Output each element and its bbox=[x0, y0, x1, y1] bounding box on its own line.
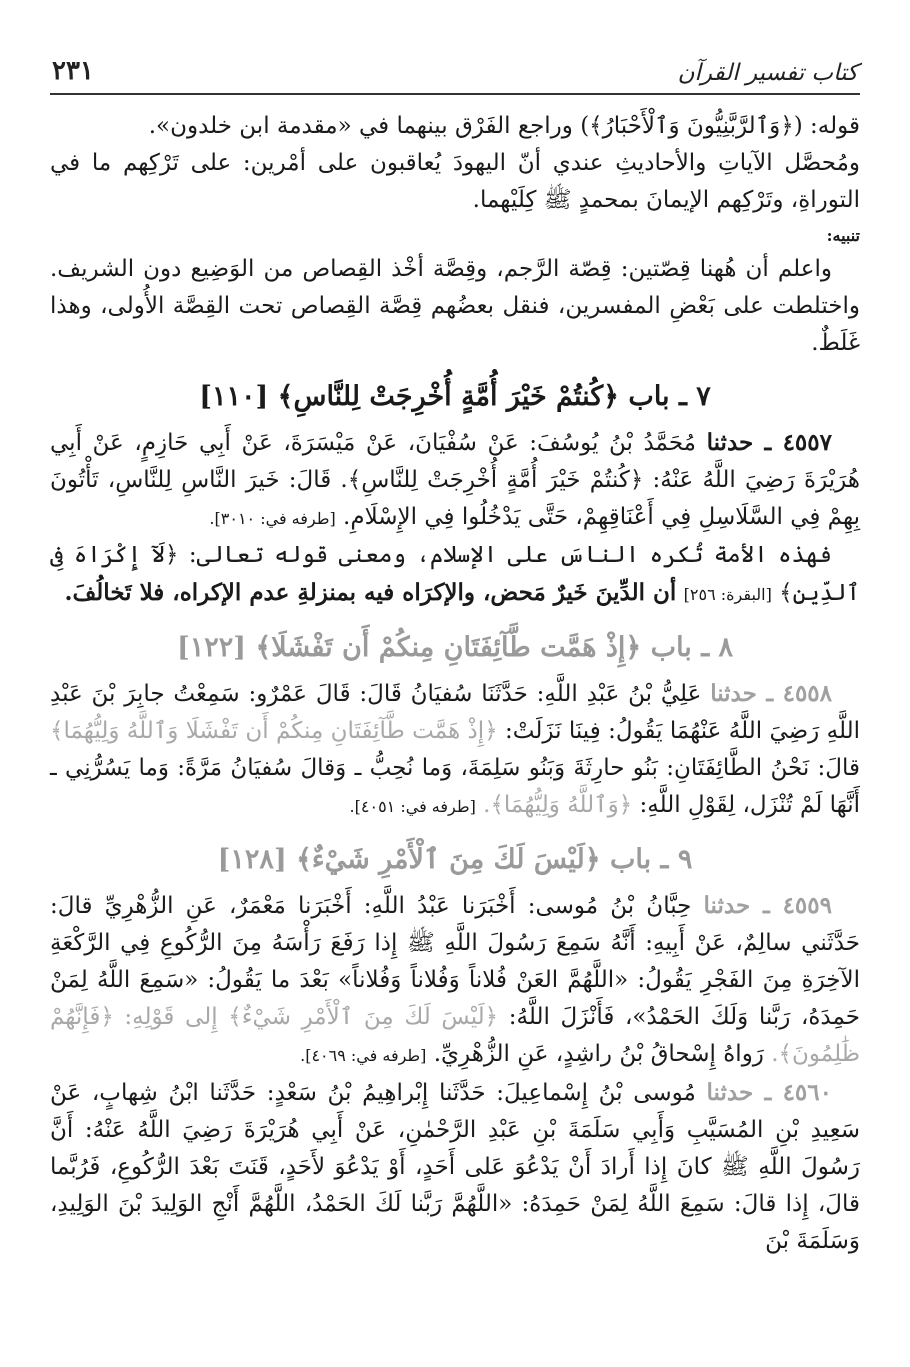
chapter-9-title: ٩ ـ باب ﴿لَيْسَ لَكَ مِنَ ٱلْأَمْرِ شَيْءٌ﴾ [١٢٨] bbox=[217, 844, 693, 875]
note-text: واعلم أن هُهنا قِصّتين: قِصّة الرَّجم، وقِصَّة أخْذ القِصاص من الوَضِيع دون الشريف. واختلطت على بَعْضِ المفسرين، فنقل بعضُهم قِصَّة القِصاص تحت القِصَّة الأُولى، وهذا غَلَطٌ. bbox=[50, 256, 860, 356]
hadith-4557 bbox=[50, 424, 860, 537]
hadith-4559 bbox=[50, 887, 860, 1074]
header-rule bbox=[50, 93, 860, 95]
hadith-4558 bbox=[50, 675, 860, 825]
hadith-text: حِبَّانُ بْنُ مُوسى: أَخْبَرَنا عَبْدُ اللَّهِ: أَخْبَرَنا مَعْمَرٌ، عَنِ الزُّهْرِيِّ قالَ: حَدَّثَني سالِمٌ، عَنْ أَبِيهِ: أَنَّهُ سَمِعَ رَسُولَ اللَّهِ ﷺ إِذا رَفَعَ رَأْسَهُ مِنَ الرُّكُوعِ فِي الرَّكْعَةِ الآخِرَةِ مِنَ الفَجْرِ يَقُولُ: «اللَّهُمَّ العَنْ فُلاناً وَفُلاناً وَفُلاناً» بَعْدَ ما يَقُولُ: «سَمِعَ اللَّهُ لِمَنْ حَمِدَهُ، رَبَّنا وَلَكَ الحَمْدُ»، فَأَنْزَلَ اللَّهُ: bbox=[50, 893, 861, 1030]
hadith-number: ٤٥٥٨ ـ حدثنا bbox=[710, 680, 833, 707]
intro-line-1: قوله: (﴿وَٱلرَّبَّنِيُّونَ وَٱلْأَحْبَارُ﴾) وراجع الفَرْق بينهما في «مقدمة ابن خلدون». bbox=[148, 113, 860, 139]
page-number: ٢٣١ bbox=[52, 56, 94, 86]
quran-quote: ﴿إِذْ هَمَّت طَّآئِفَتَانِ مِنكُمْ أَن تَفْشَلَا وَٱللَّهُ وَلِيُّهُمَا﴾ bbox=[50, 718, 498, 744]
hadith-text: عَلِيُّ بْنُ عَبْدِ اللَّهِ: حَدَّثَنَا سُفيَانُ قَالَ: قَالَ عَمْرٌو: سَمِعْتُ جابِرَ بْنَ عَبْدِ اللَّهِ رَضِيَ اللَّهُ عَنْهُمَا يَقُولُ: فِينَا نَزَلَتْ: bbox=[50, 681, 860, 744]
quran-quote-2: ﴿وَٱللَّهُ وَلِيُّهُمَا﴾. bbox=[483, 792, 633, 818]
tarf-reference: [طرفه في: ٤٠٦٩]. bbox=[300, 1046, 427, 1065]
hadith-tail: رَواهُ إِسْحاقُ بْنُ راشِدٍ، عَنِ الزُّهْرِيِّ. bbox=[433, 1041, 764, 1067]
hadith-number: ٤٥٦٠ ـ حدثنا bbox=[706, 1079, 832, 1106]
hadith-number: ٤٥٥٧ ـ حدثنا bbox=[706, 429, 832, 456]
hadith-number: ٤٥٥٩ ـ حدثنا bbox=[703, 892, 832, 919]
chapter-8-title: ٨ ـ باب ﴿إِذْ هَمَّت طَّآئِفَتَانِ مِنكُمْ أَن تَفْشَلَا﴾ [١٢٢] bbox=[176, 632, 734, 663]
commentary-text-2: أن الدِّينَ خَيرٌ مَحض، والإكرَاه فيه بمنزلةِ عدم الإكراه، فلا تَخالُفَ. bbox=[64, 579, 677, 606]
tarf-reference: [طرفه في: ٤٠٥١]. bbox=[349, 797, 476, 816]
intro-line-2: ومُحصَّل الآياتِ والأحاديثِ عندي أنّ اليهودَ يُعاقبون على أمْرين: على تَرْكِهم ما في التوراةِ، وتَرْكِهم الإيمانَ بمحمدٍ ﷺ كِلَيْهما. bbox=[50, 150, 860, 213]
running-head: كتاب تفسير القرآن bbox=[677, 60, 858, 86]
page-header bbox=[52, 50, 858, 86]
page-body bbox=[50, 108, 860, 1260]
quran-reference: [البقرة: ٢٥٦] bbox=[683, 585, 772, 604]
note-label: تنبيه: bbox=[826, 226, 860, 245]
tarf-reference: [طرفه في: ٣٠١٠]. bbox=[209, 509, 336, 528]
hadith-4560 bbox=[50, 1074, 860, 1260]
commentary-paragraph bbox=[50, 537, 860, 613]
hadith-text-2: قالَ: نَحْنُ الطَّائِفَتَانِ: بَنُو حارِثَةَ وَبَنُو سَلِمَةَ، وَما نُحِبُّ ـ وَقالَ سُفيَانُ مَرَّةً: وَما يَسُرُّنِي ـ أَنَّهَا لَمْ تُنْزَل، لِقَوْلِ اللَّهِ: bbox=[50, 755, 860, 818]
hadith-text: مُحَمَّدُ بْنُ يُوسُفَ: عَنْ سُفْيَانَ، عَنْ مَيْسَرَةَ، عَنْ أَبِي حَازِمٍ، عَنْ أَبِي هُرَيْرَةَ رَضِيَ اللَّهُ عَنْهُ: ﴿كُنتُمْ خَيْرَ أُمَّةٍ أُخْرِجَتْ لِلنَّاسِ﴾. قَالَ: خَيرَ النَّاسِ لِلنَّاسِ، تَأْتُونَ بِهِمْ فِي السَّلَاسِلِ فِي أَعْنَاقِهِمْ، حَتَّى يَدْخُلُوا فِي الإِسْلَامِ. bbox=[50, 430, 860, 530]
chapter-7-title: ٧ ـ باب ﴿كُنتُمْ خَيْرَ أُمَّةٍ أُخْرِجَتْ لِلنَّاسِ﴾ [١١٠] bbox=[199, 381, 711, 412]
hadith-text: مُوسى بْنُ إِسْماعِيلَ: حَدَّثَنا إِبْراهِيمُ بْنُ سَعْدٍ: حَدَّثَنا ابْنُ شِهابٍ، عَنْ سَعِيدِ بْنِ المُسَيَّبِ وَأَبِي سَلَمَةَ بْنِ عَبْدِ الرَّحْمٰنِ، عَنْ أَبِي هُرَيْرَةَ رَضِيَ اللَّهُ عَنْهُ: أَنَّ رَسُولَ اللَّهِ ﷺ كانَ إِذا أَرادَ أَنْ يَدْعُوَ عَلى أَحَدٍ، أَوْ يَدْعُوَ لأَحَدٍ، قَنَتَ بَعْدَ الرُّكُوعِ، فَرُبَّما قالَ، إِذا قالَ: سَمِعَ اللَّهُ لِمَنْ حَمِدَهُ: «اللَّهُمَّ رَبَّنا لَكَ الحَمْدُ، اللَّهُمَّ أَنْجِ الوَلِيدَ بْنَ الوَلِيدِ، وَسَلَمَةَ بْنَ bbox=[50, 1080, 860, 1254]
commentary-text: فهذه الأمة تُكره الناسَ على الإسلام، ومعنى قوله تعالى: ﴿لَآ إِكْرَاهَ فِى ٱلدِّينِ﴾ bbox=[50, 542, 860, 606]
quran-quote: ﴿لَيْسَ لَكَ مِنَ ٱلْأَمْرِ شَيْءٌ﴾ إِلى قَوْلِهِ: ﴿فَإِنَّهُمْ ظَٰلِمُونَ﴾. bbox=[50, 1004, 860, 1067]
